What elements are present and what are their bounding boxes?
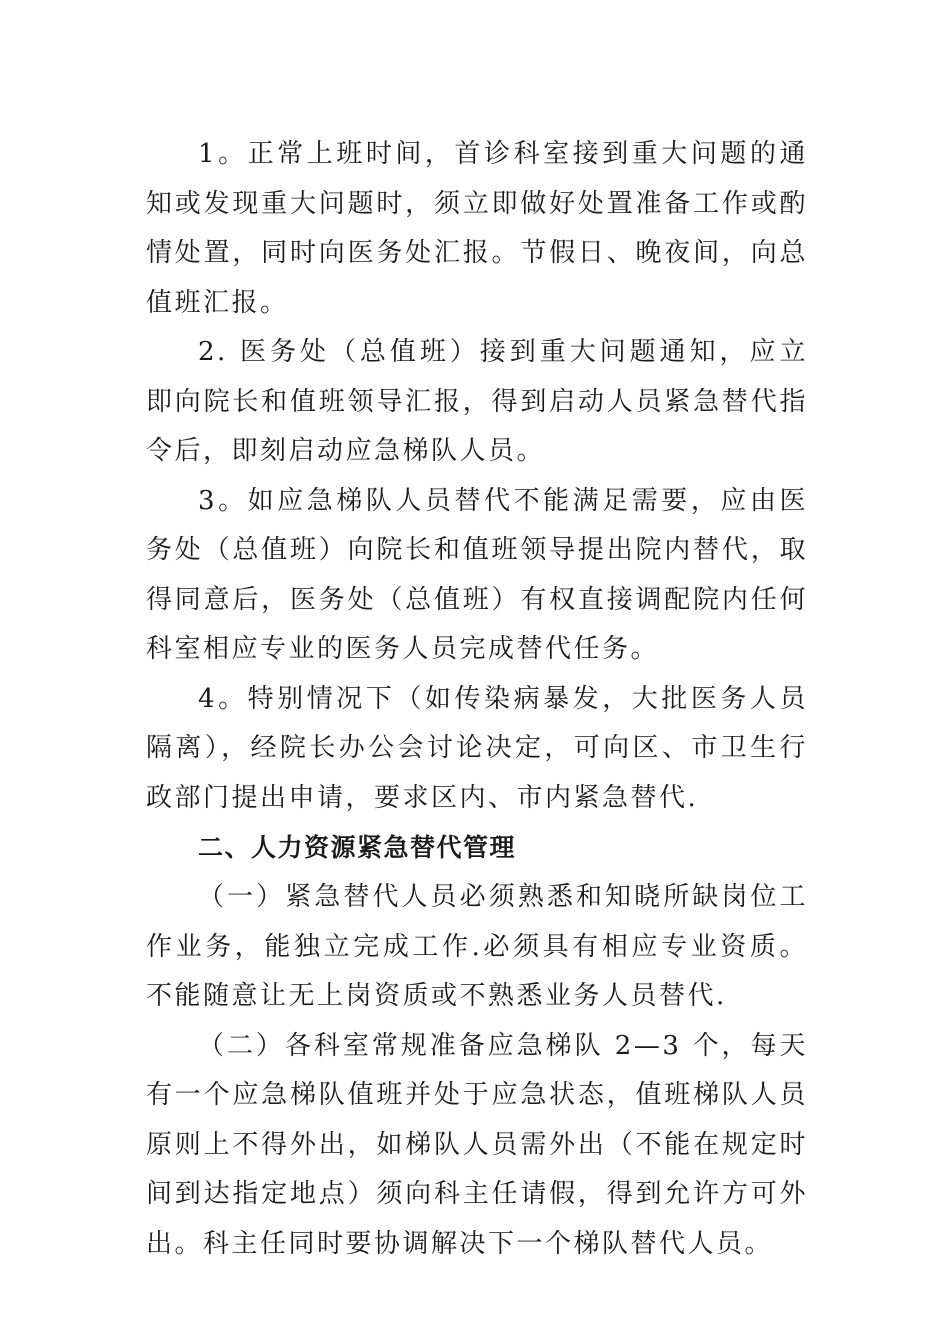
document-body — [146, 130, 808, 1269]
paragraph-4: 4。特别情况下（如传染病暴发，大批医务人员隔离），经院长办公会讨论决定，可向区、市卫生行政部门提出申请，要求区内、市内紧急替代. — [146, 683, 808, 813]
section-paragraph-2: （二）各科室常规准备应急梯队 2—3 个，每天有一个应急梯队值班并处于应急状态，值班梯队人员原则上不得外出，如梯队人员需外出（不能在规定时间到达指定地点）须向科主任请假，得到允许方可外出。科主任同时要协调解决下一个梯队替代人员。 — [146, 1030, 808, 1259]
paragraph-2: 2. 医务处（总值班）接到重大问题通知，应立即向院长和值班领导汇报，得到启动人员紧急替代指令后，即刻启动应急梯队人员。 — [146, 337, 808, 466]
section-paragraph-1: （一）紧急替代人员必须熟悉和知晓所缺岗位工作业务，能独立完成工作.必须具有相应专业资质。不能随意让无上岗资质或不熟悉业务人员替代. — [146, 882, 808, 1011]
paragraph-3: 3。如应急梯队人员替代不能满足需要，应由医务处（总值班）向院长和值班领导提出院内替代，取得同意后，医务处（总值班）有权直接调配院内任何科室相应专业的医务人员完成替代任务。 — [146, 485, 808, 664]
section-heading: 二、人力资源紧急替代管理 — [198, 833, 517, 862]
paragraph-1: 1。正常上班时间，首诊科室接到重大问题的通知或发现重大问题时，须立即做好处置准备工作或酌情处置，同时向医务处汇报。节假日、晚夜间，向总值班汇报。 — [146, 139, 808, 318]
